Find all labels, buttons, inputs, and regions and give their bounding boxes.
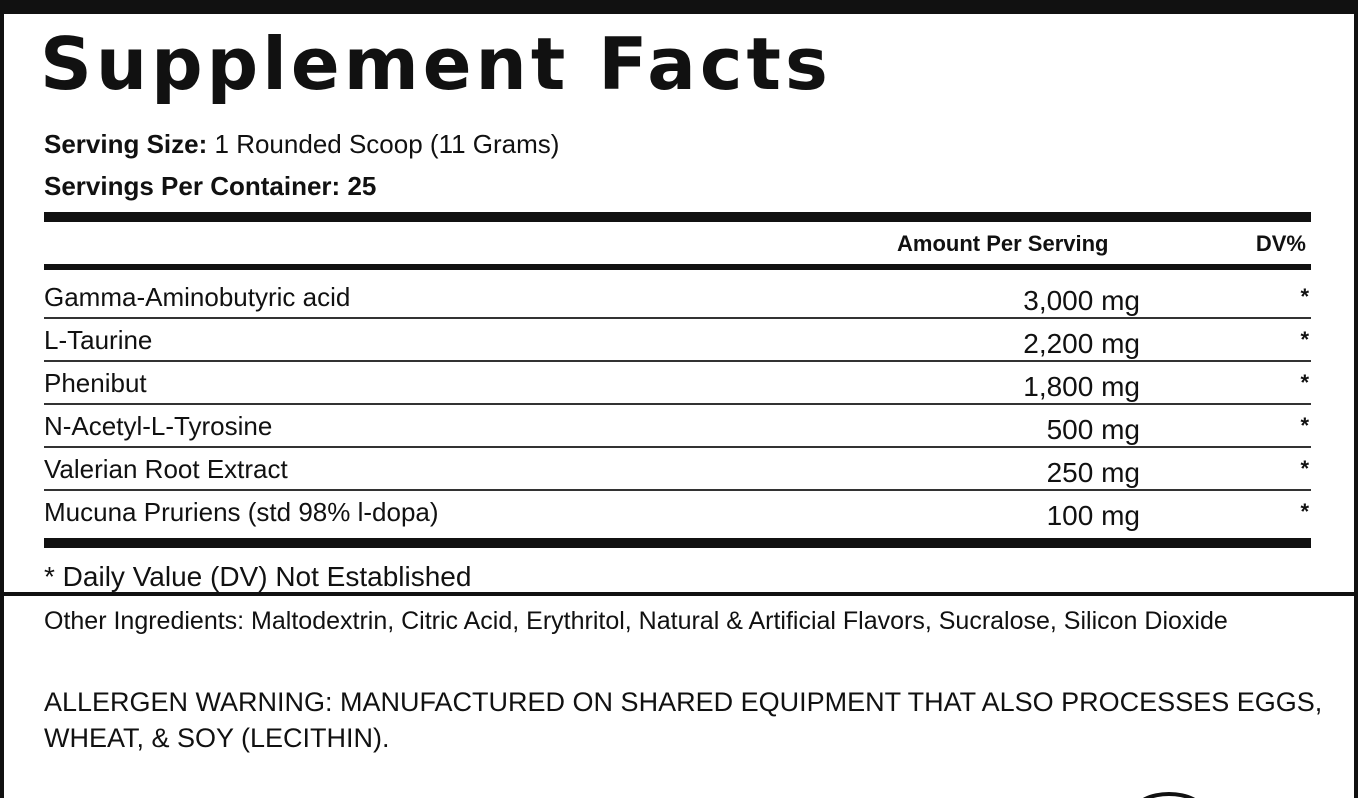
column-header-dv: DV% [1255,231,1306,256]
ingredient-dv: * [1300,456,1309,481]
serving-size-label: Serving Size: [44,129,208,159]
servings-per-container [44,171,376,201]
ingredient-dv: * [1300,413,1309,438]
ingredient-dv: * [1300,327,1309,352]
ingredient-dv: * [1300,370,1309,395]
supplement-facts-panel [4,0,1354,596]
divider-header [44,264,1311,270]
ingredient-amount: 100 mg [1046,500,1140,531]
column-header-amount: Amount Per Serving [897,231,1109,256]
ingredient-amount: 2,200 mg [1023,328,1140,359]
ingredient-row [44,319,1311,362]
ingredient-amount: 1,800 mg [1023,371,1140,402]
ingredient-name: Gamma-Aminobutyric acid [44,282,351,312]
dv-footnote: * Daily Value (DV) Not Established [44,561,472,592]
panel-title: Supplement Facts [40,22,832,106]
ingredient-name: N-Acetyl-L-Tyrosine [44,411,273,441]
ingredient-table [44,276,1311,533]
servings-per-container-label: Servings Per Container: [44,171,341,201]
ingredient-dv: * [1300,499,1309,524]
ingredient-name: Mucuna Pruriens (std 98% l-dopa) [44,497,439,527]
ingredient-name: Valerian Root Extract [44,454,288,484]
allergen-warning: ALLERGEN WARNING: MANUFACTURED ON SHARED EQUIPMENT THAT ALSO PROCESSES EGGS, WHEAT, & SOY (LECITHIN). [44,687,1323,753]
ingredient-name: Phenibut [44,368,147,398]
divider-top [44,212,1311,222]
ingredient-row [44,362,1311,405]
partial-logo-mark [1134,792,1204,798]
servings-per-container-value: 25 [347,171,377,201]
serving-size [44,129,559,159]
ingredient-row [44,491,1311,533]
ingredient-row [44,448,1311,491]
ingredient-row [44,276,1311,319]
ingredient-dv: * [1300,284,1309,309]
ingredient-amount: 500 mg [1046,414,1140,445]
serving-size-value: 1 Rounded Scoop (11 Grams) [214,129,560,159]
divider-bottom [44,538,1311,548]
ingredient-row [44,405,1311,448]
other-ingredients: Other Ingredients: Maltodextrin, Citric Acid, Erythritol, Natural & Artificial Flavors, Sucralose, Silicon Dioxide [44,607,1228,635]
ingredient-amount: 3,000 mg [1023,285,1140,316]
ingredient-amount: 250 mg [1046,457,1140,488]
ingredient-name: L-Taurine [44,325,153,355]
